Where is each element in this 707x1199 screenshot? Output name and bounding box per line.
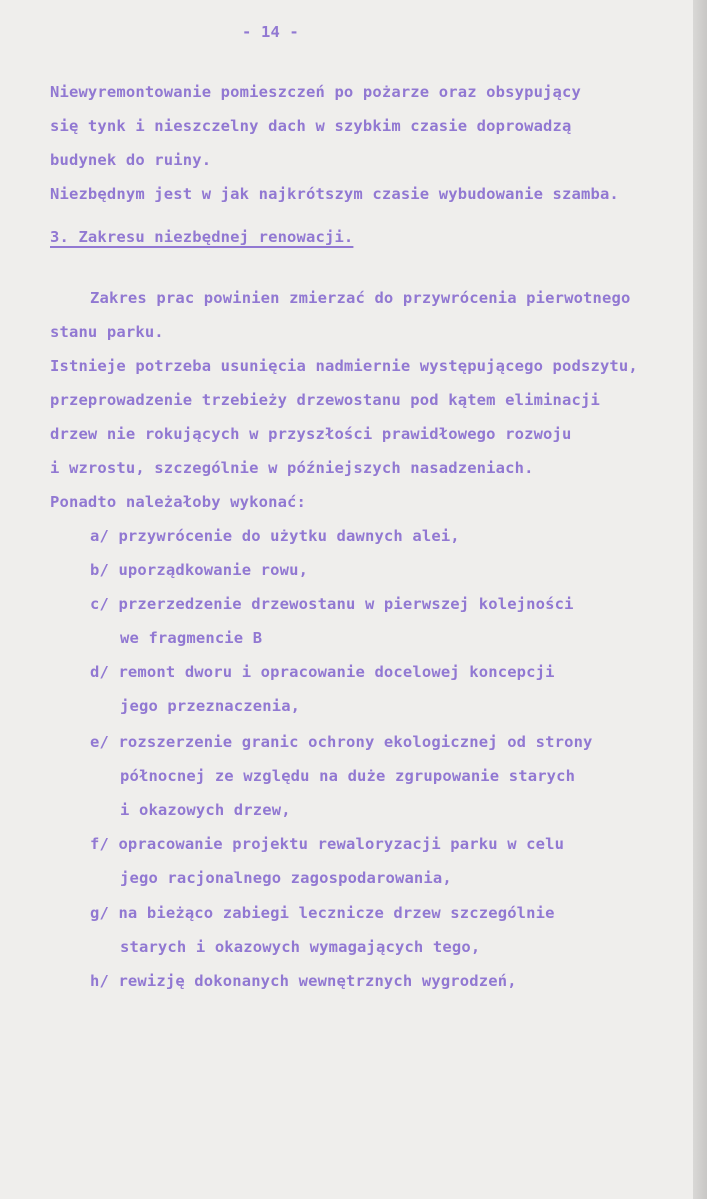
text-line: się tynk i nieszczelny dach w szybkim czasie doprowadzą — [50, 117, 572, 135]
section-heading: 3. Zakresu niezbędnej renowacji. — [50, 228, 354, 246]
text-line: Niezbędnym jest w jak najkrótszym czasie wybudowanie szamba. — [50, 185, 619, 203]
text-line: stanu parku. — [50, 323, 164, 341]
text-line: Zakres prac powinien zmierzać do przywrócenia pierwotnego — [90, 289, 631, 307]
text-line: Niewyremontowanie pomieszczeń po pożarze oraz obsypujący — [50, 83, 581, 101]
list-item: c/ przerzedzenie drzewostanu w pierwszej kolejności — [90, 595, 574, 613]
page-edge — [693, 0, 707, 1199]
list-item: e/ rozszerzenie granic ochrony ekologicznej od strony — [90, 733, 593, 751]
page-number: - 14 - — [242, 23, 299, 41]
text-line: budynek do ruiny. — [50, 151, 212, 169]
list-item-continuation: starych i okazowych wymagających tego, — [120, 938, 481, 956]
list-item-continuation: północnej ze względu na duże zgrupowanie starych — [120, 767, 576, 785]
text-line: Ponadto należałoby wykonać: — [50, 493, 307, 511]
list-item: d/ remont dworu i opracowanie docelowej koncepcji — [90, 663, 555, 681]
text-line: drzew nie rokujących w przyszłości prawidłowego rozwoju — [50, 425, 572, 443]
list-item: b/ uporządkowanie rowu, — [90, 561, 309, 579]
list-item-continuation: we fragmencie B — [120, 629, 263, 647]
list-item: h/ rewizję dokonanych wewnętrznych wygrodzeń, — [90, 972, 517, 990]
list-item: f/ opracowanie projektu rewaloryzacji parku w celu — [90, 835, 565, 853]
list-item-continuation: jego racjonalnego zagospodarowania, — [120, 869, 452, 887]
text-line: Istnieje potrzeba usunięcia nadmiernie występującego podszytu, — [50, 357, 638, 375]
text-line: przeprowadzenie trzebieży drzewostanu pod kątem eliminacji — [50, 391, 600, 409]
list-item: g/ na bieżąco zabiegi lecznicze drzew szczególnie — [90, 904, 555, 922]
list-item-continuation: jego przeznaczenia, — [120, 697, 301, 715]
list-item-continuation: i okazowych drzew, — [120, 801, 291, 819]
text-line: i wzrostu, szczególnie w późniejszych nasadzeniach. — [50, 459, 534, 477]
list-item: a/ przywrócenie do użytku dawnych alei, — [90, 527, 460, 545]
